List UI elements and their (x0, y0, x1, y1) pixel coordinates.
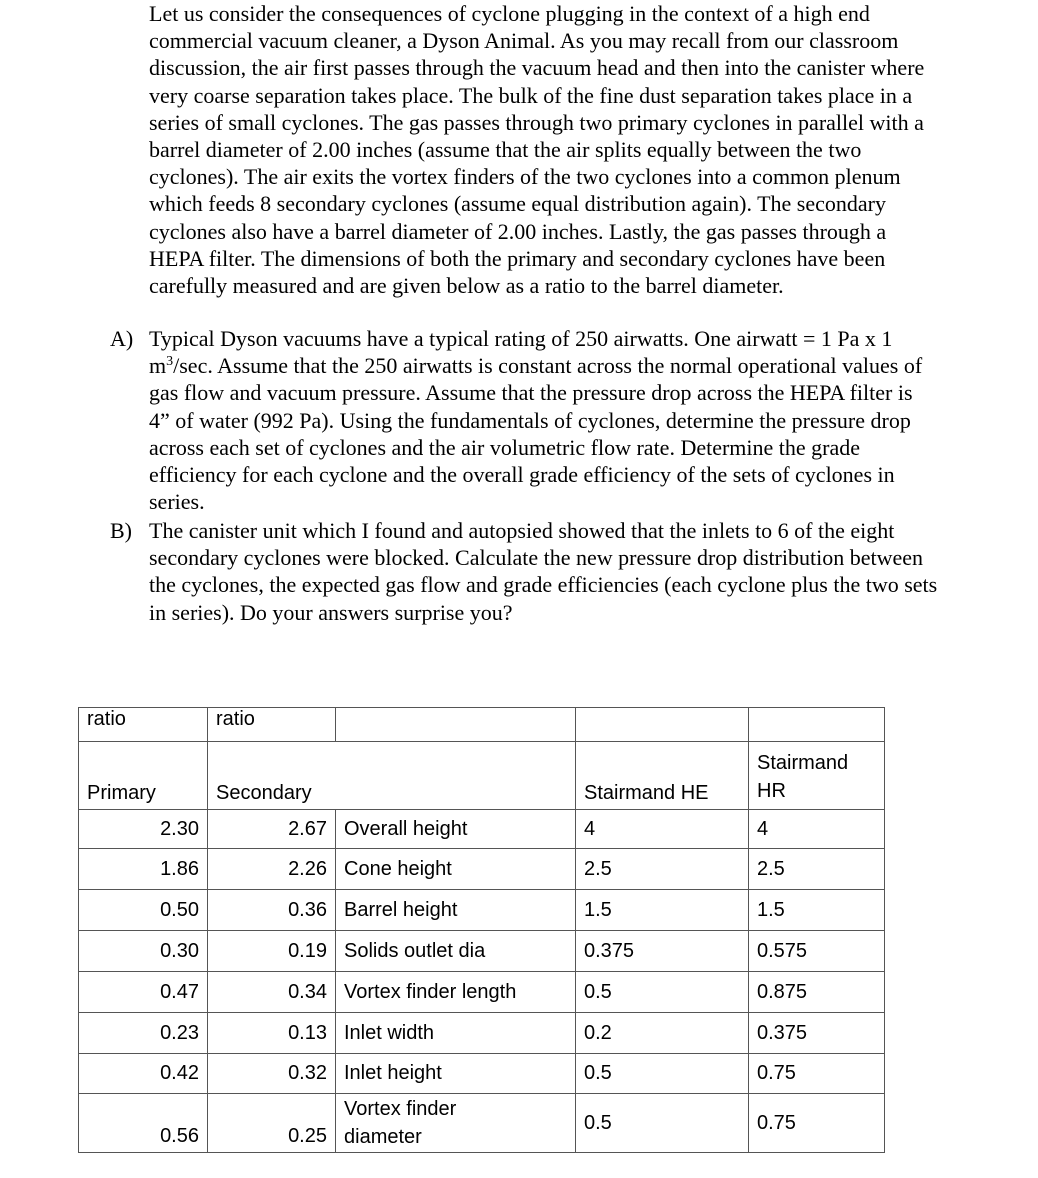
intro-line: commercial vacuum cleaner, a Dyson Animal. As you may recall from our classroom (149, 28, 899, 54)
table-row (79, 1054, 885, 1094)
intro-line: series of small cyclones. The gas passes through two primary cyclones in parallel with a (149, 109, 924, 135)
intro-line: discussion, the air first passes through the vacuum head and then into the canister where (149, 55, 925, 81)
primary-column-header: Primary (79, 742, 208, 810)
secondary-column-header: Secondary (208, 742, 336, 810)
primary-ratio: 2.30 (79, 810, 208, 849)
dimension-name-line: diameter (344, 1126, 422, 1148)
dimension-name: Inlet height (336, 1054, 576, 1094)
header-empty-cell (749, 708, 885, 742)
secondary-ratio: 0.25 (208, 1094, 336, 1153)
stairmand-he-value: 0.375 (576, 931, 749, 972)
primary-ratio: 0.30 (79, 931, 208, 972)
table-row (79, 1094, 885, 1153)
unit-m: m (149, 353, 167, 379)
question-a-line: Typical Dyson vacuums have a typical rating of 250 airwatts. One airwatt = 1 Pa x 1 (149, 326, 893, 351)
secondary-ratio: 0.32 (208, 1054, 336, 1094)
intro-line: which feeds 8 secondary cyclones (assume equal distribution again). The secondary (149, 191, 886, 217)
secondary-ratio: 0.34 (208, 972, 336, 1013)
question-a-line: 4” of water (992 Pa). Using the fundamentals of cyclones, determine the pressure drop (149, 407, 911, 433)
dimension-name: Solids outlet dia (336, 931, 576, 972)
intro-paragraph (149, 0, 1019, 299)
intro-line: cyclones also have a barrel diameter of 2.00 inches. Lastly, the gas passes through a (149, 218, 887, 244)
intro-line: HEPA filter. The dimensions of both the primary and secondary cyclones have been (149, 245, 886, 271)
header-empty-cell (576, 708, 749, 742)
stairmand-he-value: 1.5 (576, 890, 749, 931)
stairmand-he-value: 0.2 (576, 1013, 749, 1054)
question-b-line: The canister unit which I found and autopsied showed that the inlets to 6 of the eight (149, 518, 895, 543)
dimension-name: Inlet width (336, 1013, 576, 1054)
header-empty-cell (336, 708, 576, 742)
secondary-ratio: 0.36 (208, 890, 336, 931)
intro-line: Let us consider the consequences of cyclone plugging in the context of a high end (149, 1, 870, 26)
primary-ratio-header: ratio (79, 708, 208, 742)
stairmand-he-value: 4 (576, 810, 749, 849)
secondary-ratio: 2.67 (208, 810, 336, 849)
table-row (79, 1013, 885, 1054)
question-a-line: efficiency for each cyclone and the overall grade efficiency of the sets of cyclones in (149, 462, 895, 488)
stairmand-hr-value: 1.5 (749, 890, 885, 931)
primary-ratio: 0.23 (79, 1013, 208, 1054)
table-header-row (79, 708, 885, 742)
stairmand-hr-header-line: Stairmand (757, 752, 849, 774)
intro-line: cyclones). The air exits the vortex finders of the two cyclones into a common plenum (149, 164, 901, 190)
intro-line: barrel diameter of 2.00 inches (assume that the air splits equally between the two (149, 137, 862, 163)
table-row (79, 972, 885, 1013)
unit-cubed: 3 (166, 354, 174, 370)
question-a-line2-rest: /sec. Assume that the 250 airwatts is constant across the normal operational values of (173, 353, 923, 379)
table-header-row (79, 742, 885, 810)
dimension-name (336, 1094, 576, 1153)
question-a-line: across each set of cyclones and the air volumetric flow rate. Determine the grade (149, 434, 861, 460)
dimension-name: Barrel height (336, 890, 576, 931)
table-row (79, 931, 885, 972)
question-a-line (149, 352, 1015, 379)
question-b-line: in series). Do your answers surprise you? (149, 599, 513, 625)
stairmand-he-header: Stairmand HE (576, 742, 749, 810)
intro-line: carefully measured and are given below as a ratio to the barrel diameter. (149, 273, 784, 299)
primary-ratio: 0.47 (79, 972, 208, 1013)
table-row (79, 890, 885, 931)
stairmand-hr-value: 0.75 (749, 1094, 885, 1153)
dimension-name: Cone height (336, 849, 576, 890)
question-a-line: gas flow and vacuum pressure. Assume that the pressure drop across the HEPA filter is (149, 380, 913, 406)
stairmand-hr-header-line: HR (757, 780, 786, 802)
question-a-label: A) (110, 326, 134, 351)
stairmand-hr-value: 2.5 (749, 849, 885, 890)
stairmand-he-value: 0.5 (576, 1094, 749, 1153)
dimension-name: Overall height (336, 810, 576, 849)
question-b-line: the cyclones, the expected gas flow and grade efficiencies (each cyclone plus the two sets (149, 572, 938, 598)
stairmand-hr-value: 0.575 (749, 931, 885, 972)
secondary-ratio: 0.13 (208, 1013, 336, 1054)
question-b-text (149, 517, 1015, 626)
secondary-ratio: 0.19 (208, 931, 336, 972)
stairmand-hr-value: 0.375 (749, 1013, 885, 1054)
primary-ratio: 0.56 (79, 1094, 208, 1153)
stairmand-hr-value: 0.75 (749, 1054, 885, 1094)
question-b-line: secondary cyclones were blocked. Calculate the new pressure drop distribution between (149, 545, 924, 571)
stairmand-he-value: 0.5 (576, 972, 749, 1013)
table-row (79, 849, 885, 890)
stairmand-hr-header (749, 742, 885, 810)
primary-ratio: 0.50 (79, 890, 208, 931)
question-b (110, 517, 1015, 626)
question-b-label: B) (110, 518, 132, 543)
intro-line: very coarse separation takes place. The bulk of the fine dust separation takes place in a (149, 82, 913, 108)
stairmand-hr-value: 0.875 (749, 972, 885, 1013)
question-a-text (149, 325, 1015, 515)
header-empty-cell (336, 742, 576, 810)
stairmand-he-value: 0.5 (576, 1054, 749, 1094)
secondary-ratio: 2.26 (208, 849, 336, 890)
dimension-name-line: Vortex finder (344, 1098, 457, 1120)
secondary-ratio-header: ratio (208, 708, 336, 742)
primary-ratio: 1.86 (79, 849, 208, 890)
question-a (110, 325, 1015, 515)
table-row (79, 810, 885, 849)
question-a-line: series. (149, 489, 205, 515)
primary-ratio: 0.42 (79, 1054, 208, 1094)
stairmand-hr-value: 4 (749, 810, 885, 849)
cyclone-dimensions-table (78, 707, 885, 1153)
stairmand-he-value: 2.5 (576, 849, 749, 890)
dimension-name: Vortex finder length (336, 972, 576, 1013)
